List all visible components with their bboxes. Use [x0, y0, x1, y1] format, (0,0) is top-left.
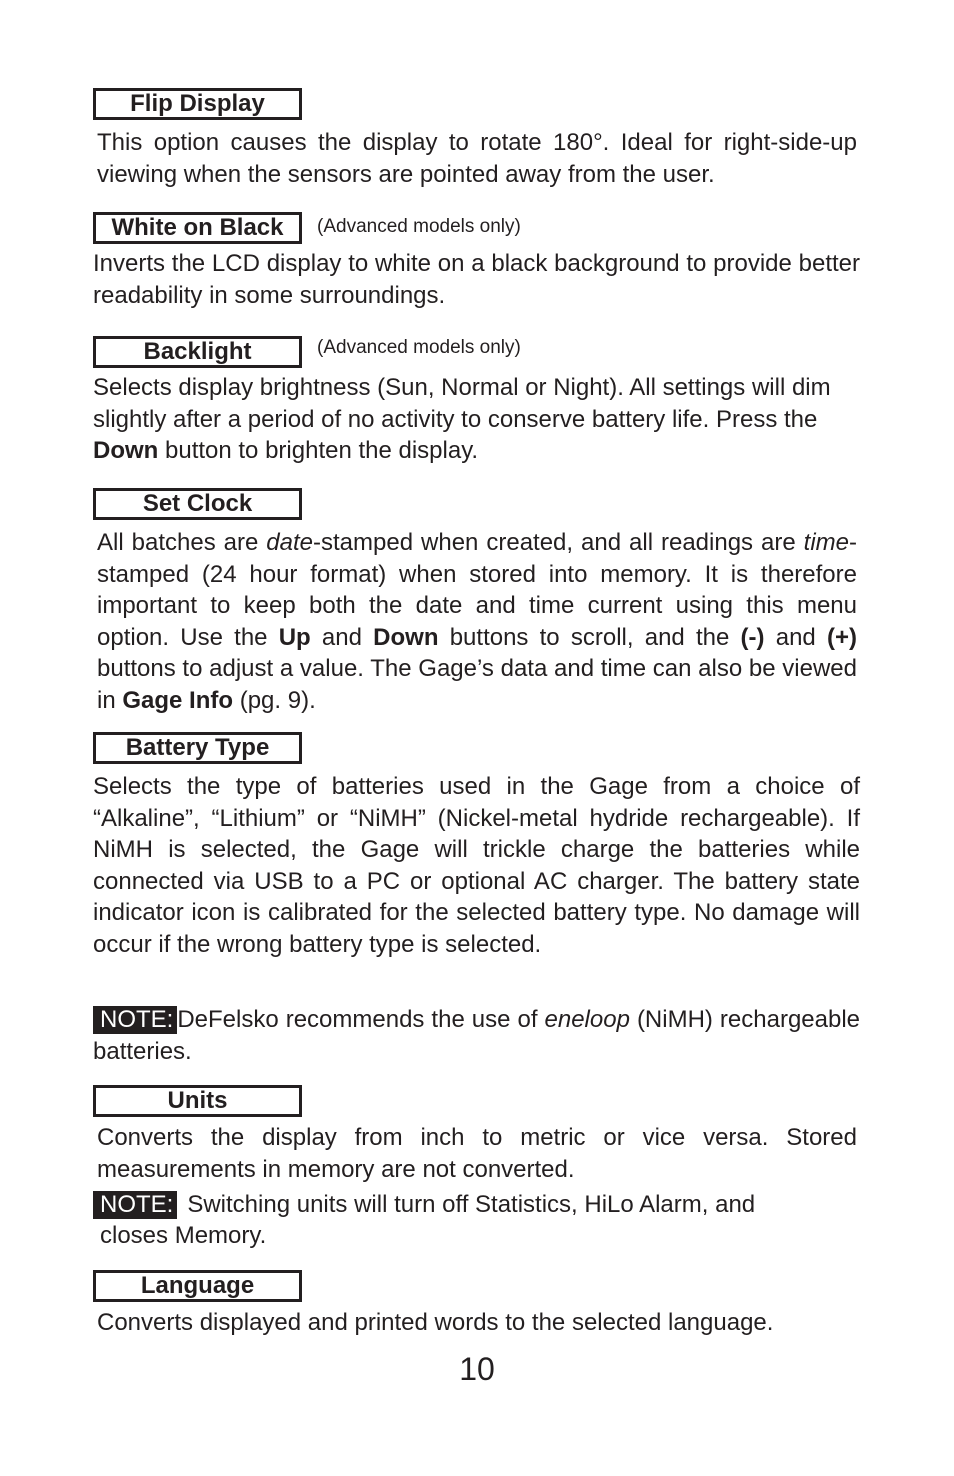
clock-bold-up: Up: [278, 623, 311, 651]
units-note-line-2: closes Memory.: [100, 1222, 267, 1249]
battery-note: [93, 1004, 860, 1067]
note-badge: NOTE:: [93, 1006, 177, 1034]
page-number: 10: [459, 1351, 495, 1387]
heading-units: Units: [93, 1085, 302, 1117]
white-on-black-qualifier: (Advanced models only): [317, 216, 521, 237]
note-badge: NOTE:: [93, 1191, 177, 1219]
backlight-text-2: button to brighten the display.: [158, 437, 479, 464]
clock-text-2: -stamped when created, and all readings are: [313, 529, 804, 556]
backlight-description: [93, 372, 863, 467]
backlight-qualifier: (Advanced models only): [317, 337, 521, 358]
heading-battery-type: Battery Type: [93, 732, 302, 764]
battery-type-description: Selects the type of batteries used in the Gage from a choice of “Alkaline”, “Lithium” or “NiMH” (Nickel-metal hydride rechargeable). If NiMH is selected, the Gage will trickle charge the batteries while connected via USB to a PC or optional AC charger. The battery state indicator icon is calibrated for the selected battery type. No damage will occur if the wrong battery type is selected.: [93, 773, 860, 958]
clock-text-4: and: [310, 623, 374, 651]
language-description: Converts displayed and printed words to the selected language.: [97, 1309, 774, 1336]
flip-display-description: This option causes the display to rotate 180°. Ideal for right-side-up viewing when the sensors are pointed away from the user.: [97, 129, 857, 188]
clock-bold-gage-info: Gage Info: [122, 686, 234, 714]
battery-note-text-2: (NiMH) rechargeable batteries.: [93, 1006, 861, 1065]
heading-language: Language: [93, 1270, 302, 1302]
down-button-name: Down: [93, 437, 159, 464]
units-note: [93, 1189, 863, 1221]
white-on-black-description: Inverts the LCD display to white on a black background to provide better readability in some surroundings.: [93, 250, 860, 309]
clock-italic-time: time: [803, 529, 849, 556]
battery-note-italic: eneloop: [544, 1006, 630, 1033]
heading-white-on-black: White on Black: [93, 212, 302, 244]
heading-set-clock: Set Clock: [93, 488, 302, 520]
clock-italic-date: date: [266, 529, 314, 556]
backlight-text-1: Selects display brightness (Sun, Normal or Night). All settings will dim slightly after a period of no activity to conserve battery life. Press the: [93, 374, 831, 433]
set-clock-description: [97, 527, 857, 716]
units-description: Converts the display from inch to metric or vice versa. Stored measurements in memory are not converted.: [97, 1124, 857, 1183]
clock-text-8: (pg. 9).: [233, 686, 316, 714]
clock-text-1: All batches are: [97, 529, 267, 556]
clock-bold-minus: (-): [740, 623, 765, 651]
clock-bold-plus: (+): [826, 623, 857, 651]
clock-bold-down: Down: [373, 623, 439, 651]
clock-text-5: buttons to scroll, and the: [438, 623, 741, 651]
battery-note-text-1: DeFelsko recommends the use of: [177, 1006, 545, 1033]
heading-backlight: Backlight: [93, 336, 302, 368]
clock-text-3: -stamped (24 hour format) when stored into memory. It is therefore important to keep both the date and time current using this menu option. Use the: [97, 529, 857, 651]
heading-flip-display: Flip Display: [93, 88, 302, 120]
clock-text-6: and: [764, 623, 827, 651]
clock-text-7: buttons to adjust a value. The Gage’s data and time can also be viewed in: [97, 655, 857, 714]
units-note-line-1: Switching units will turn off Statistics, HiLo Alarm, and: [187, 1191, 756, 1218]
